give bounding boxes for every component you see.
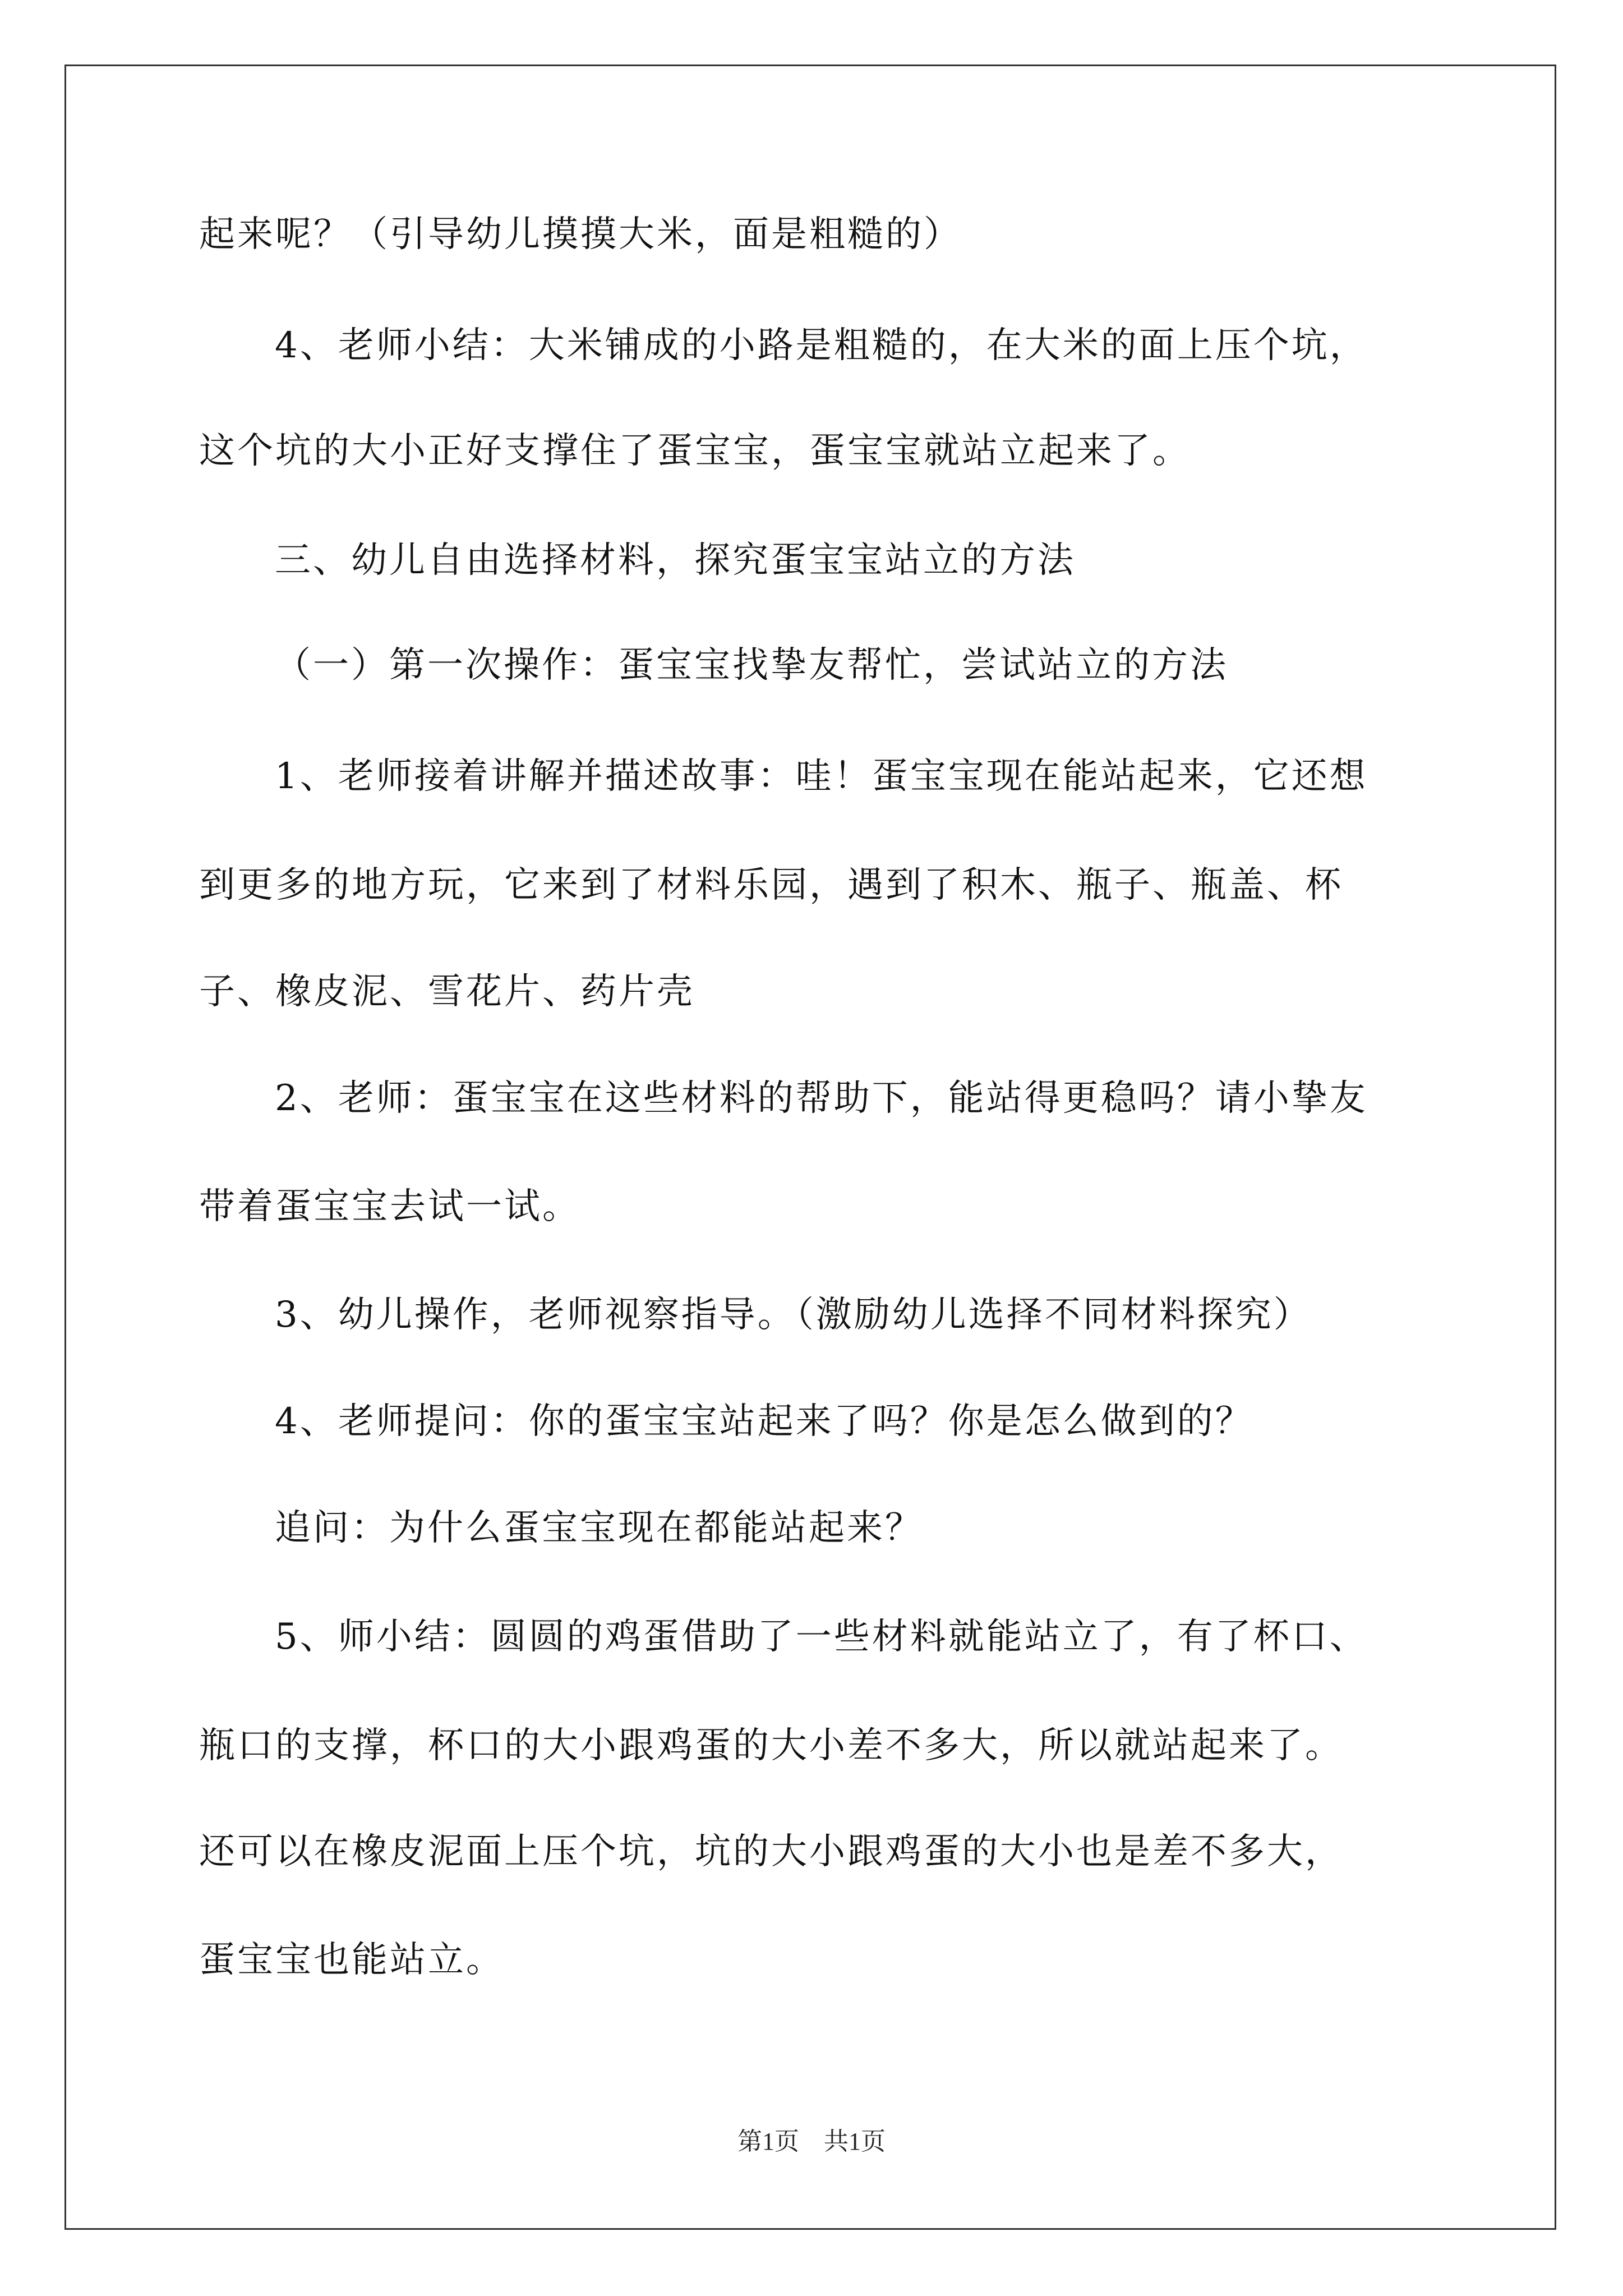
- text-line: 起来呢？（引导幼儿摸摸大米，面是粗糙的）: [199, 214, 962, 255]
- text-line: （一）第一次操作：蛋宝宝找挚友帮忙，尝试站立的方法: [275, 645, 1228, 686]
- text-line: 蛋宝宝也能站立。: [199, 1939, 504, 1981]
- text-line: 1、老师接着讲解并描述故事：哇！蛋宝宝现在能站起来，它还想: [275, 756, 1368, 797]
- text-line: 4、老师小结：大米铺成的小路是粗糙的，在大米的面上压个坑，: [275, 325, 1368, 366]
- text-line: 带着蛋宝宝去试一试。: [199, 1186, 580, 1227]
- page-border: [64, 65, 1556, 2230]
- text-line: 2、老师：蛋宝宝在这些材料的帮助下，能站得更稳吗？请小挚友: [275, 1078, 1368, 1119]
- text-line: 5、师小结：圆圆的鸡蛋借助了一些材料就能站立了，有了杯口、: [275, 1616, 1368, 1658]
- text-line: 这个坑的大小正好支撑住了蛋宝宝，蛋宝宝就站立起来了。: [199, 430, 1191, 472]
- text-line: 三、幼儿自由选择材料，探究蛋宝宝站立的方法: [275, 540, 1076, 581]
- text-line: 还可以在橡皮泥面上压个坑，坑的大小跟鸡蛋的大小也是差不多大，: [199, 1831, 1343, 1872]
- text-line: 到更多的地方玩，它来到了材料乐园，遇到了积木、瓶子、瓶盖、杯: [199, 864, 1343, 906]
- text-line: 4、老师提问：你的蛋宝宝站起来了吗？你是怎么做到的？: [275, 1401, 1253, 1442]
- page-footer: 第1页 共1页: [737, 2128, 886, 2155]
- text-line: 3、幼儿操作，老师视察指导。（激励幼儿选择不同材料探究）: [275, 1294, 1312, 1336]
- text-line: 追问：为什么蛋宝宝现在都能站起来？: [275, 1507, 923, 1549]
- text-line: 子、橡皮泥、雪花片、药片壳: [199, 971, 695, 1013]
- text-line: 瓶口的支撑，杯口的大小跟鸡蛋的大小差不多大，所以就站起来了。: [199, 1725, 1343, 1766]
